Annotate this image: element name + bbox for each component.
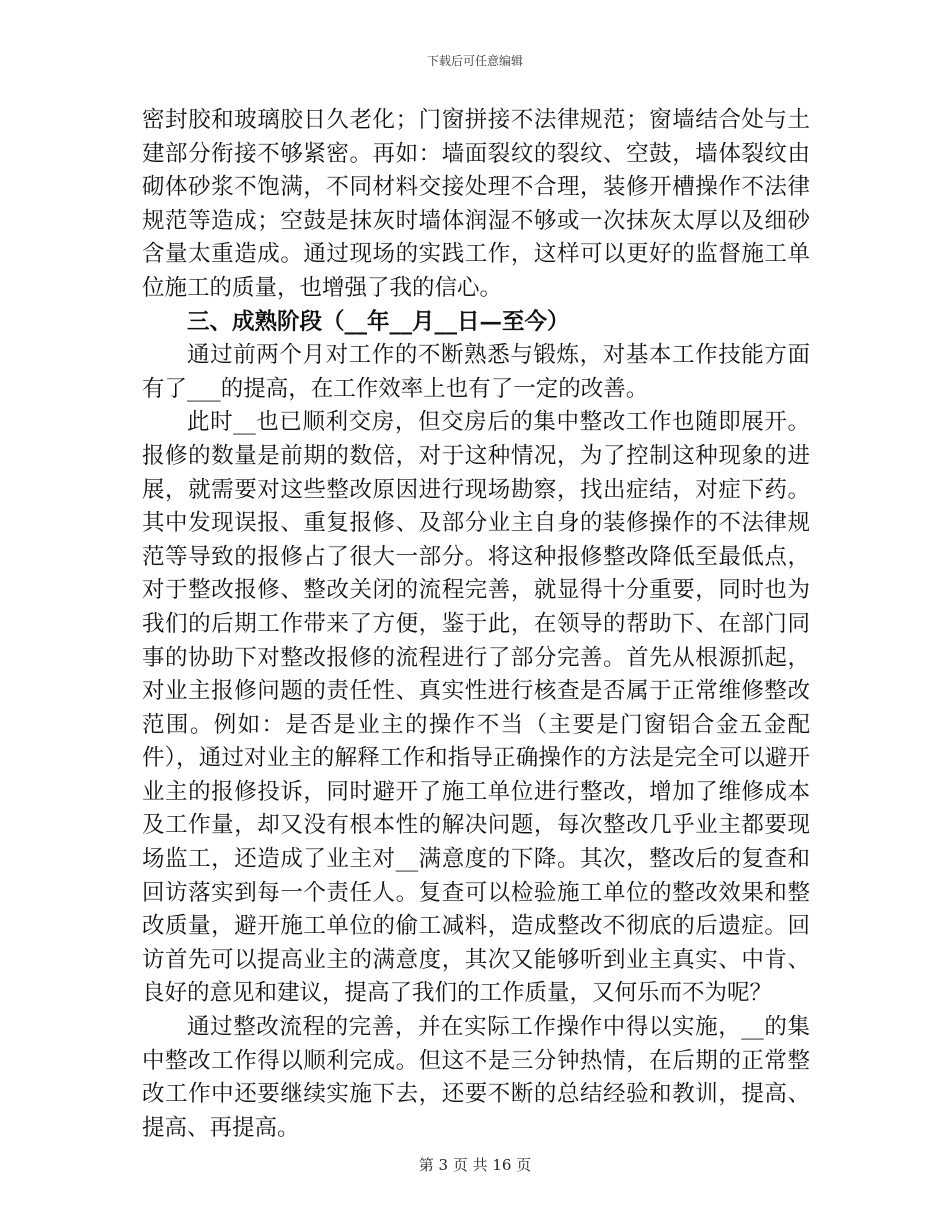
paragraph: 通过前两个月对工作的不断熟悉与锻炼，对基本工作技能方面有了___的提高，在工作效率上也有了一定的改善。 [142,342,810,402]
paragraph: 通过整改流程的完善，并在实际工作操作中得以实施，__的集中整改工作得以顺利完成。但这不是三分钟热情，在后期的正常整改工作中还要继续实施下去，还要不断的总结经验和教训，提高、提高、再提高。 [142,1014,810,1141]
page-header: 下载后可任意编辑 [426,54,523,68]
page-footer: 第 3 页 共 16 页 [418,1156,532,1174]
paragraph: 此时__也已顺利交房，但交房后的集中整改工作也随即展开。报修的数量是前期的数倍，对于这种情况，为了控制这种现象的进展，就需要对这些整改原因进行现场勘察，找出症结，对症下药。其中发现误报、重复报修、及部分业主自身的装修操作的不法律规范等导致的报修占了很大一部分。将这种报修整改降低至最低点，对于整改报修、整改关闭的流程完善，就显得十分重要，同时也为我们的后期工作带来了方便，鉴于此，在领导的帮助下、在部门同事的协助下对整改报修的流程进行了部分完善。首先从根源抓起，对业主报修问题的责任性、真实性进行核查是否属于正常维修整改范围。例如：是否是业主的操作不当（主要是门窗铝合金五金配件），通过对业主的解释工作和指导正确操作的方法是完全可以避开业主的报修投诉，同时避开了施工单位进行整改，增加了维修成本及工作量，却又没有根本性的解决问题，每次整改几乎业主都要现场监工，还造成了业主对__满意度的下降。其次，整改后的复查和回访落实到每一个责任人。复查可以检验施工单位的整改效果和整改质量，避开施工单位的偷工减料，造成整改不彻底的后遗症。回访首先可以提高业主的满意度，其次又能够听到业主真实、中肯、良好的意见和建议，提高了我们的工作质量，又何乐而不为呢？ [142,409,810,1007]
paragraph-continuation: 密封胶和玻璃胶日久老化；门窗拼接不法律规范；窗墙结合处与土建部分衔接不够紧密。再如：墙面裂纹的裂纹、空鼓，墙体裂纹由砌体砂浆不饱满，不同材料交接处理不合理，装修开槽操作不法律规范等造成；空鼓是抹灰时墙体润湿不够或一次抹灰太厚以及细砂含量太重造成。通过现场的实践工作，这样可以更好的监督施工单位施工的质量，也增强了我的信心。 [142,107,810,301]
section-heading: 三、成熟阶段（__年__月__日—至今） [187,308,570,335]
document-body [142,104,810,1145]
